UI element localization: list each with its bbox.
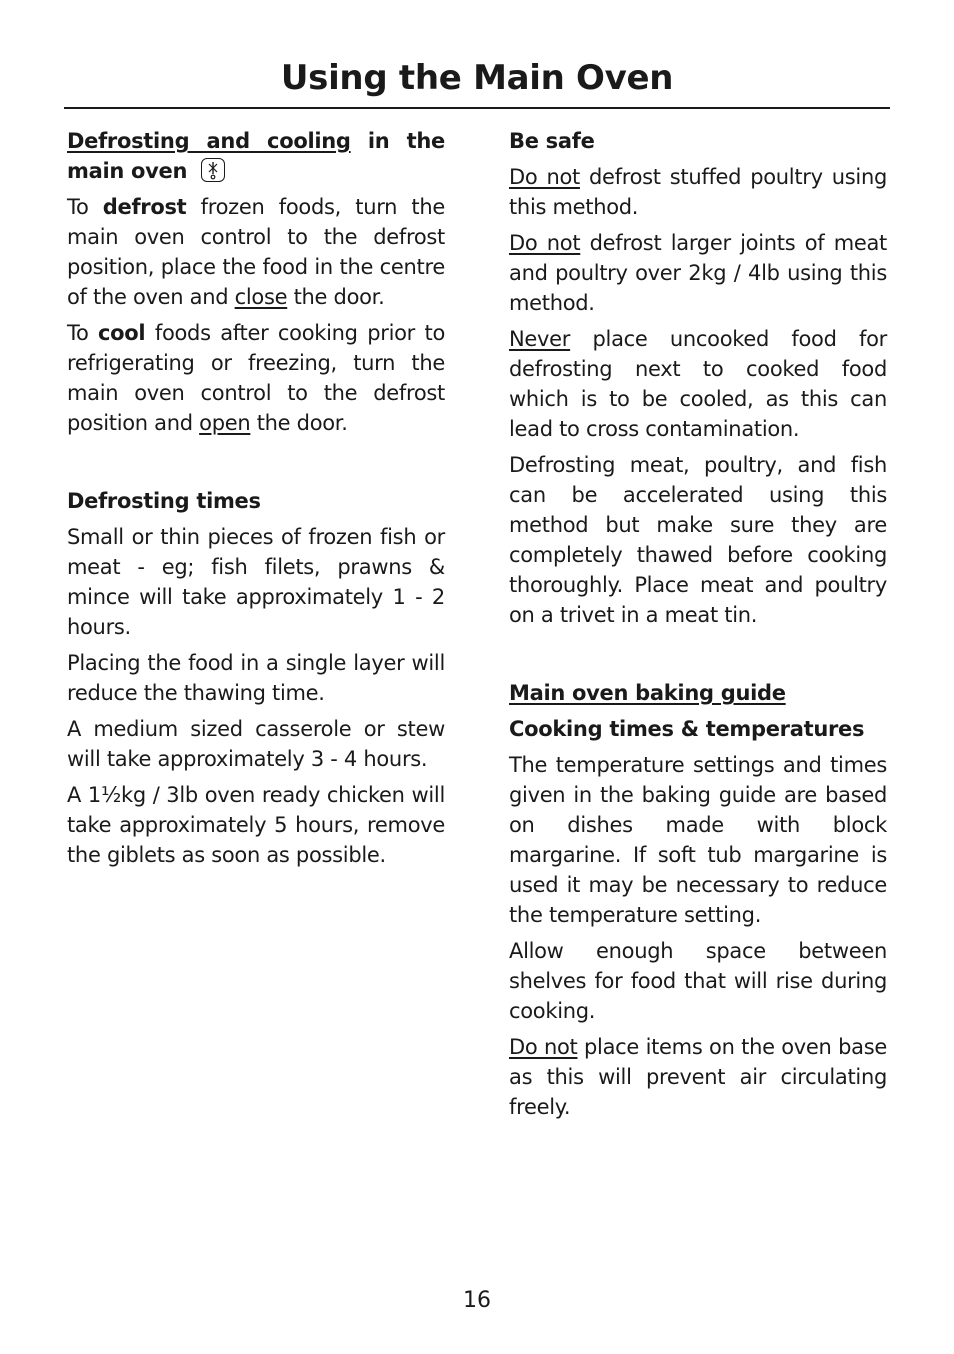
left-column (67, 126, 445, 876)
defrost-heading-underlined: Defrosting and cooling (67, 129, 351, 153)
defrosting-times-heading: Defrosting times (67, 489, 261, 513)
defrost-paragraph (67, 192, 445, 312)
safe-p1-u: Do not (509, 165, 580, 189)
times-paragraph-2: Placing the food in a single layer will reduce the thawing time. (67, 651, 445, 705)
defrost-heading-rest: in the main oven (67, 129, 446, 183)
right-column (509, 126, 887, 1128)
section-spacer (509, 636, 887, 678)
defrost-p1-to: To (67, 195, 103, 219)
baking-paragraph-3 (509, 1032, 887, 1122)
safe-p3-u: Never (509, 327, 571, 351)
defrost-cooling-heading (67, 126, 445, 186)
times-paragraph-4: A 1½kg / 3lb oven ready chicken will take approximately 5 hours, remove the giblets as soon as possible. (67, 783, 445, 867)
baking-guide-heading: Main oven baking guide (509, 681, 786, 705)
cool-p-text: foods after cooking prior to refrigerating or freezing, turn the main oven control to the defrost position and (67, 321, 445, 435)
cool-p-open: open (199, 411, 251, 435)
baking-p3-u: Do not (509, 1035, 578, 1059)
defrost-p1-text: frozen foods, turn the main oven control to the defrost position, place the food in the centre of the oven and (67, 195, 445, 309)
cool-p-bold: cool (98, 321, 146, 345)
defrost-p1-close: close (234, 285, 288, 309)
cooking-times-subheading: Cooking times & temperatures (509, 717, 865, 741)
title-divider (64, 107, 890, 109)
times-paragraph-1: Small or thin pieces of frozen fish or meat - eg; fish filets, prawns & mince will take approximately 1 - 2 hours. (67, 525, 445, 639)
safe-paragraph-2 (509, 228, 887, 318)
be-safe-heading: Be safe (509, 129, 595, 153)
baking-paragraph-2: Allow enough space between shelves for food that will rise during cooking. (509, 939, 887, 1023)
baking-p3-text: place items on the oven base as this will prevent air circulating freely. (509, 1035, 887, 1119)
times-paragraph-3: A medium sized casserole or stew will take approximately 3 - 4 hours. (67, 717, 445, 771)
page-title: Using the Main Oven (280, 58, 674, 98)
safe-paragraph-1 (509, 162, 887, 222)
cool-p-to: To (67, 321, 99, 345)
safe-p1-text: defrost stuffed poultry using this method. (509, 165, 887, 219)
defrost-snowflake-icon (201, 158, 225, 182)
safe-p3-text: place uncooked food for defrosting next to cooked food which is to be cooled, as this can lead to cross contamination. (509, 327, 887, 441)
baking-paragraph-1: The temperature settings and times given in the baking guide are based on dishes made with block margarine. If soft tub margarine is used it may be necessary to reduce the temperature setting. (509, 753, 887, 927)
cool-p-end: the door. (250, 411, 348, 435)
defrost-p1-end: the door. (287, 285, 385, 309)
safe-paragraph-3 (509, 324, 887, 444)
page-number: 16 (463, 1288, 491, 1313)
section-spacer (67, 444, 445, 486)
safe-p2-text: defrost larger joints of meat and poultry over 2kg / 4lb using this method. (509, 231, 887, 315)
cool-paragraph (67, 318, 445, 438)
safe-paragraph-4: Defrosting meat, poultry, and fish can be accelerated using this method but make sure they are completely thawed before cooking thoroughly. Place meat and poultry on a trivet in a meat tin. (509, 453, 887, 627)
defrost-p1-bold: defrost (102, 195, 187, 219)
safe-p2-u: Do not (509, 231, 581, 255)
